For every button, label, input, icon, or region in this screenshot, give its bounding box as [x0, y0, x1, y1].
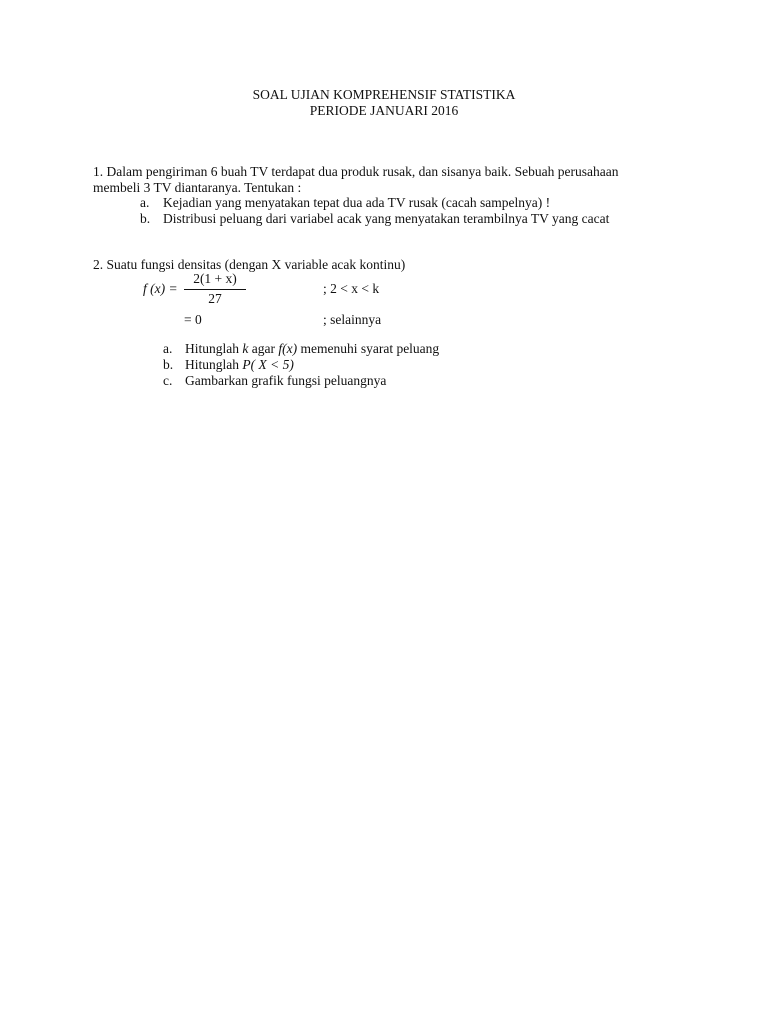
q1-item-b-marker: b. [140, 211, 151, 226]
q2-item-b-text [185, 357, 294, 373]
q2-condition-otherwise: ; selainnya [323, 312, 382, 327]
q2-item-a-text [185, 341, 439, 357]
q1-line2: membeli 3 TV diantaranya. Tentukan : [93, 180, 302, 195]
q2-item-a-k: k [242, 341, 249, 356]
q1-item-b-text: Distribusi peluang dari variabel acak yang menyatakan terambilnya TV yang cacat [163, 211, 610, 226]
q2-fraction [184, 271, 246, 307]
q2-numerator: 2(1 + x) [193, 271, 237, 286]
exam-period: PERIODE JANUARI 2016 [309, 103, 459, 118]
q2-item-c-text: Gambarkan grafik fungsi peluangnya [185, 373, 387, 388]
q2-intro: 2. Suatu fungsi densitas (dengan X variable acak kontinu) [93, 257, 406, 272]
exam-title: SOAL UJIAN KOMPREHENSIF STATISTIKA [252, 87, 516, 102]
q2-item-b-expr: P( X < 5) [242, 357, 294, 372]
q2-condition-range: ; 2 < x < k [323, 281, 380, 296]
q2-item-b-marker: b. [163, 357, 174, 372]
q2-item-a-marker: a. [163, 341, 173, 356]
q2-item-a-pre: Hitunglah [185, 341, 243, 356]
q1-item-a-marker: a. [140, 195, 150, 210]
q2-denominator: 27 [208, 291, 222, 306]
fraction-bar [184, 289, 246, 290]
q1-item-a-text: Kejadian yang menyatakan tepat dua ada TV rusak (cacah sampelnya) ! [163, 195, 551, 210]
q2-item-b-pre: Hitunglah [185, 357, 243, 372]
q2-item-a-fx: f(x) [278, 341, 298, 356]
q2-item-a-mid: agar [248, 341, 279, 356]
q2-item-a-post: memenuhi syarat peluang [297, 341, 440, 356]
q1-line1: 1. Dalam pengiriman 6 buah TV terdapat dua produk rusak, dan sisanya baik. Sebuah perusahaan [93, 164, 619, 179]
q2-zero-value: = 0 [184, 312, 202, 327]
q2-function-lhs: f (x) = [143, 281, 178, 296]
q2-item-c-marker: c. [163, 373, 173, 388]
